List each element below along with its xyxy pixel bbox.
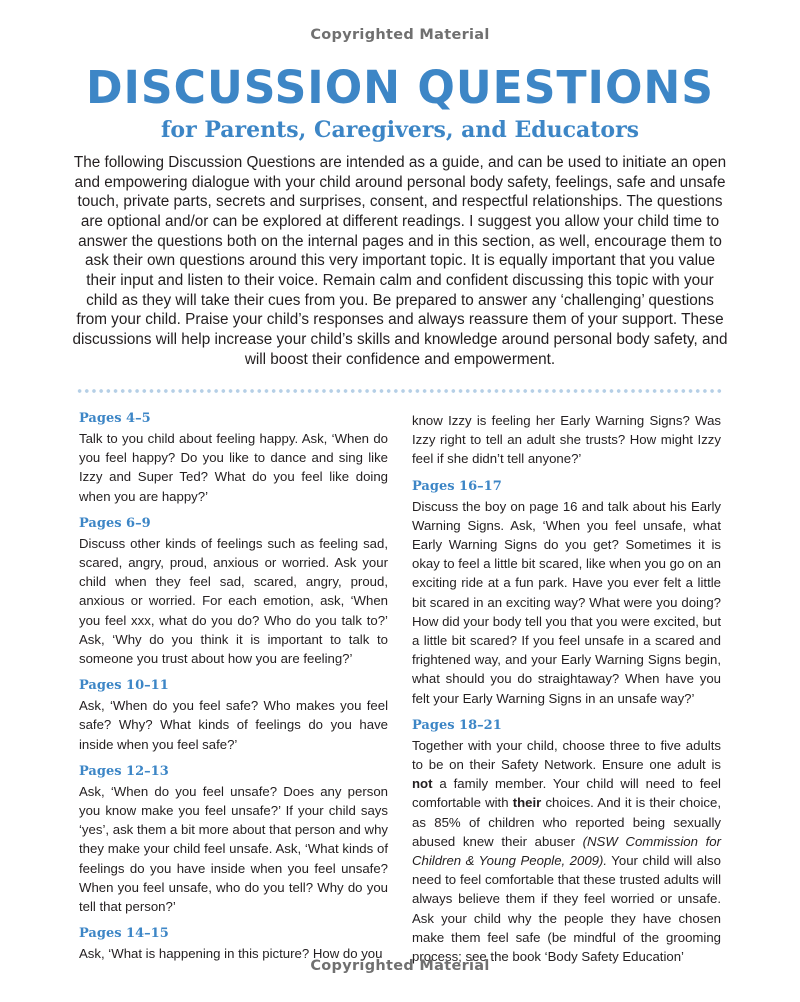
body-text: choices. And it is their choice, as 85% of children who reported being sexually abused knew their abuser bbox=[412, 795, 721, 849]
section-heading: Pages 10–11 bbox=[79, 678, 169, 694]
section-pages-16-17 bbox=[412, 477, 721, 708]
emphasis-text: their bbox=[512, 795, 542, 811]
copyright-notice-bottom: Copyrighted Material bbox=[310, 958, 490, 974]
section-heading: Pages 4–5 bbox=[79, 411, 151, 426]
section-continuation: know Izzy is feeling her Early Warning Signs? Was Izzy right to tell an adult she trusts? How might Izzy feel if she didn’t tell anyone?’ bbox=[412, 413, 721, 467]
section-heading: Pages 18–21 bbox=[412, 717, 502, 733]
body-text: a family member. Your child will need to feel comfortable with bbox=[412, 776, 721, 811]
right-column bbox=[412, 411, 721, 974]
section-body: Discuss the boy on page 16 and talk about his Early Warning Signs. Ask, ‘When you feel unsafe, what Early Warning Signs do you get? Sometimes it is okay to feel a little bit scared, like when you go on an exciting ride at a fun park. Have you ever felt a little bit scared in an exciting way? What were you doing? How did your body tell you that you were excited, but a little bit scared? If you feel unsafe in a scared and frightened way, and your Early Warning Signs begin, what should you do straightaway? When have you felt your Early Warning Signs in an unsafe way?’ bbox=[412, 498, 721, 706]
section-body: Ask, ‘When do you feel safe? Who makes you feel safe? Why? What kinds of feelings do you have inside when you feel safe?’ bbox=[79, 698, 388, 752]
page-title: DISCUSSION QUESTIONS bbox=[85, 61, 715, 114]
section-pages-10-11 bbox=[79, 676, 388, 754]
body-text: Your child will also need to feel comfortable that these trusted adults will always believe them if they feel worried or unsafe. Ask your child why the people they have chosen make them feel safe (be mindful of the grooming process; see the book ‘Body Safety Education’ bbox=[412, 853, 721, 965]
section-heading: Pages 16–17 bbox=[412, 478, 502, 494]
section-heading: Pages 12–13 bbox=[79, 763, 169, 779]
section-body: Discuss other kinds of feelings such as feeling sad, scared, angry, proud, anxious or worried. Ask your child when they feel sad, scared, angry, proud, anxious or worried. For each emotion, ask, ‘When you feel xxx, what do you do? Who do you talk to?’ Ask, ‘Why do you think it is important to talk to someone you trust about how you are feeling?’ bbox=[79, 535, 388, 667]
section-body: Ask, ‘When do you feel unsafe? Does any person you know make you feel unsafe?’ If your child says ‘yes’, ask them a bit more about that person and why they make your child feel unsafe. Ask, ‘What kinds of feelings do you have inside when you feel unsafe? When you feel unsafe, who do you tell? Why do you tell that person?’ bbox=[79, 783, 388, 915]
section-body: Talk to you child about feeling happy. Ask, ‘When do you feel happy? Do you like to dance and sing like Izzy and Super Ted? What do you feel like doing when you are happy?’ bbox=[79, 431, 388, 504]
section-pages-4-5 bbox=[79, 409, 388, 506]
emphasis-text: not bbox=[412, 776, 433, 792]
section-pages-12-13 bbox=[79, 762, 388, 916]
page-subtitle: for Parents, Caregivers, and Educators bbox=[160, 117, 640, 143]
copyright-notice-top: Copyrighted Material bbox=[310, 27, 490, 43]
body-text: Together with your child, choose three to five adults to be on their Safety Network. Ensure one adult is bbox=[412, 737, 721, 773]
section-pages-6-9 bbox=[79, 514, 388, 668]
section-heading: Pages 6–9 bbox=[79, 515, 151, 531]
section-body: Ask, ‘What is happening in this picture? How do you bbox=[79, 946, 383, 962]
citation-text: (NSW Commission for Children & Young People, 2009). bbox=[412, 833, 722, 869]
intro-paragraph: The following Discussion Questions are intended as a guide, and can be used to initiate an open and empowering dialogue with your child around personal body safety, feelings, safe and unsafe touch, private parts, secrets and surprises, consent, and respectful relationships. The questions are optional and/or can be explored at different readings. I suggest you allow your child time to answer the questions both on the internal pages and in this section, as well, encourage them to ask their own questions around this very important topic. It is equally important that you value their input and listen to their voice. Remain calm and confident discussing this topic with your child as they will take their cues from you. Be prepared to answer any ‘challenging’ questions from your child. Praise your child’s responses and always reassure them of your support. These discussions will help increase your child’s skills and knowledge around personal body safety, and will boost their confidence and empowerment. bbox=[72, 154, 728, 368]
section-body bbox=[412, 736, 721, 966]
section-heading: Pages 14–15 bbox=[79, 926, 169, 942]
section-pages-18-21 bbox=[412, 716, 721, 966]
dotted-divider bbox=[76, 388, 724, 394]
left-column bbox=[79, 409, 388, 971]
